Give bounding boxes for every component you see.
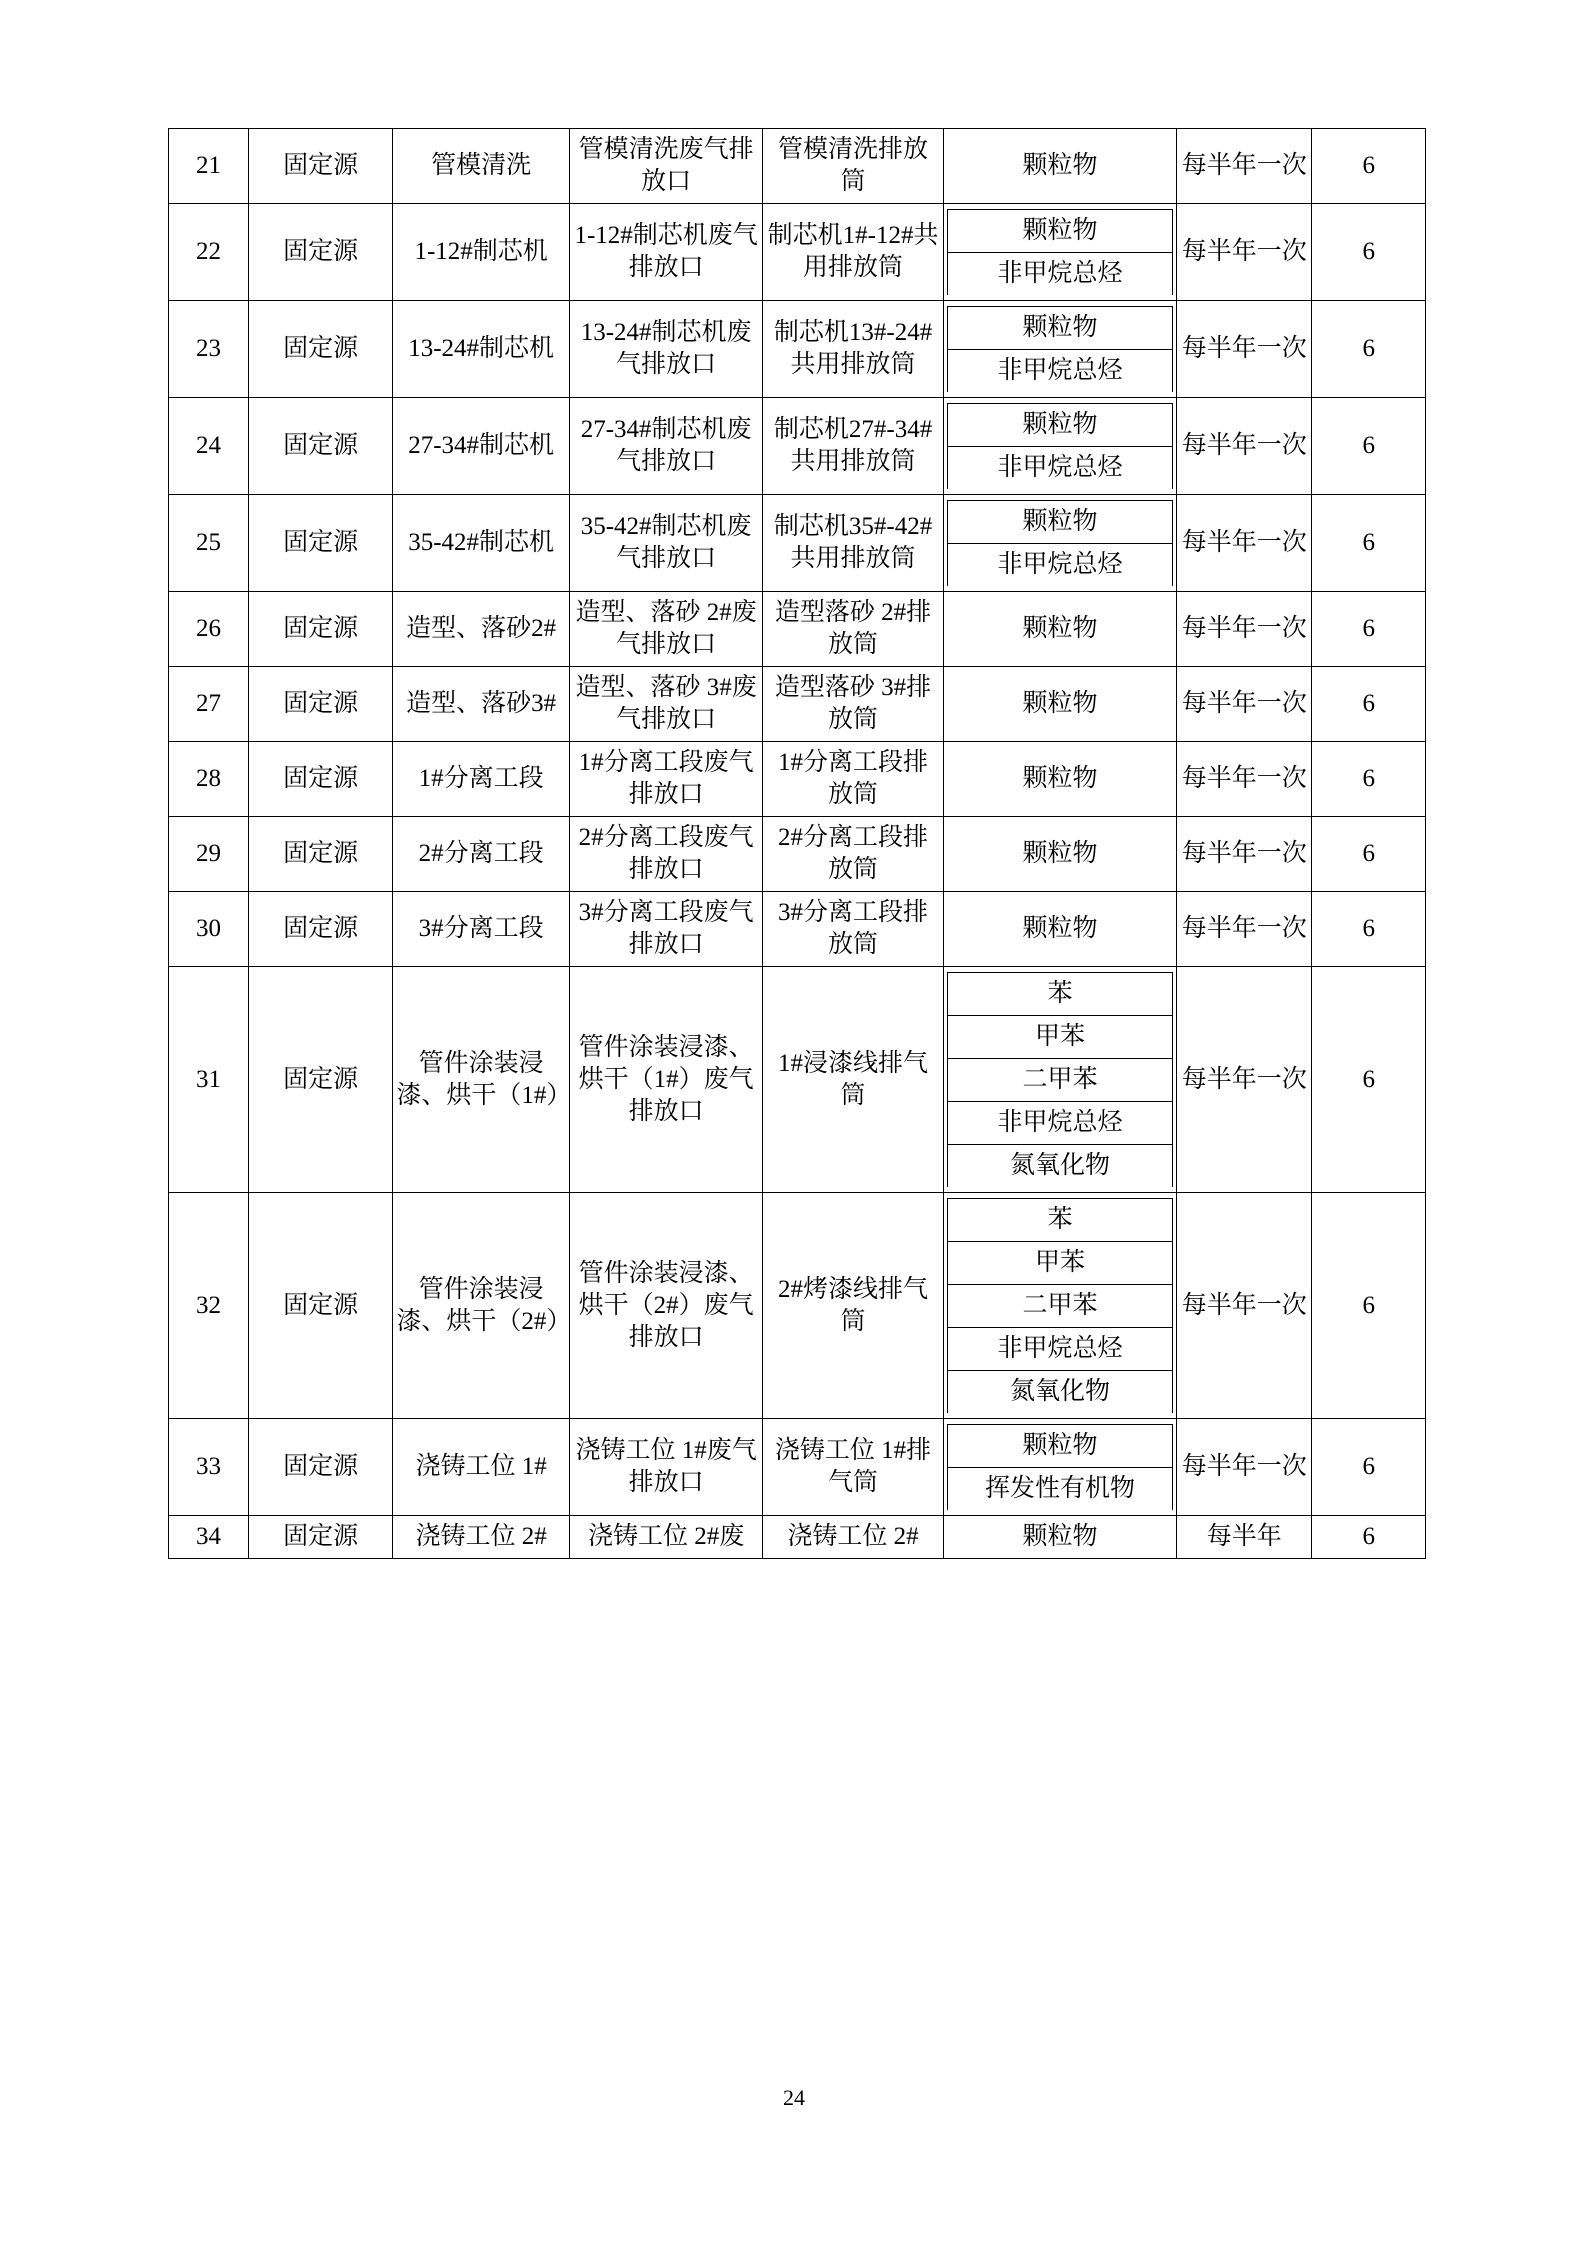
cell-stack: 制芯机13#-24#共用排放筒 (763, 301, 943, 398)
table-row (169, 892, 1426, 967)
cell-source: 13-24#制芯机 (393, 301, 570, 398)
cell-frequency: 每半年一次 (1177, 495, 1312, 592)
cell-no: 28 (169, 742, 249, 817)
cell-type: 固定源 (248, 742, 392, 817)
cell-pollutant: 颗粒物 (943, 129, 1176, 204)
cell-port: 管件涂装浸漆、烘干（1#）废气排放口 (569, 967, 762, 1193)
table-body (169, 129, 1426, 1559)
pollutant-item: 苯 (947, 1199, 1172, 1242)
cell-no: 24 (169, 398, 249, 495)
table-row (169, 817, 1426, 892)
pollutant-list (947, 1424, 1173, 1510)
cell-source: 浇铸工位 2# (393, 1516, 570, 1559)
cell-pollutant-group (943, 301, 1176, 398)
pollutant-item: 氮氧化物 (947, 1145, 1172, 1188)
cell-frequency: 每半年一次 (1177, 204, 1312, 301)
pollutant-item: 挥发性有机物 (947, 1468, 1172, 1511)
cell-source: 3#分离工段 (393, 892, 570, 967)
table-row (169, 592, 1426, 667)
cell-frequency: 每半年一次 (1177, 301, 1312, 398)
cell-no: 25 (169, 495, 249, 592)
pollutant-item: 非甲烷总烃 (947, 1102, 1172, 1145)
cell-source: 27-34#制芯机 (393, 398, 570, 495)
cell-count: 6 (1312, 129, 1426, 204)
cell-stack: 造型落砂 2#排放筒 (763, 592, 943, 667)
cell-frequency: 每半年一次 (1177, 129, 1312, 204)
cell-type: 固定源 (248, 1516, 392, 1559)
cell-source: 管件涂装浸漆、烘干（1#） (393, 967, 570, 1193)
table-row (169, 1516, 1426, 1559)
cell-frequency: 每半年一次 (1177, 667, 1312, 742)
pollutant-list (947, 972, 1173, 1187)
cell-port: 造型、落砂 3#废气排放口 (569, 667, 762, 742)
cell-type: 固定源 (248, 892, 392, 967)
cell-stack: 3#分离工段排放筒 (763, 892, 943, 967)
cell-count: 6 (1312, 495, 1426, 592)
cell-frequency: 每半年一次 (1177, 742, 1312, 817)
cell-pollutant: 颗粒物 (943, 592, 1176, 667)
cell-type: 固定源 (248, 1193, 392, 1419)
cell-port: 管件涂装浸漆、烘干（2#）废气排放口 (569, 1193, 762, 1419)
pollutant-list (947, 1198, 1173, 1413)
cell-source: 造型、落砂3# (393, 667, 570, 742)
cell-port: 27-34#制芯机废气排放口 (569, 398, 762, 495)
pollutant-item: 颗粒物 (947, 210, 1172, 253)
cell-count: 6 (1312, 592, 1426, 667)
cell-type: 固定源 (248, 967, 392, 1193)
page-number: 24 (783, 2085, 805, 2110)
cell-pollutant-group (943, 204, 1176, 301)
pollutant-item: 甲苯 (947, 1016, 1172, 1059)
table-row (169, 667, 1426, 742)
cell-stack: 2#分离工段排放筒 (763, 817, 943, 892)
cell-count: 6 (1312, 892, 1426, 967)
cell-port: 3#分离工段废气排放口 (569, 892, 762, 967)
table-row (169, 967, 1426, 1193)
cell-source: 管件涂装浸漆、烘干（2#） (393, 1193, 570, 1419)
cell-count: 6 (1312, 204, 1426, 301)
monitoring-plan-table (168, 128, 1426, 1559)
cell-type: 固定源 (248, 204, 392, 301)
cell-pollutant-group (943, 1193, 1176, 1419)
cell-no: 26 (169, 592, 249, 667)
cell-stack: 浇铸工位 2# (763, 1516, 943, 1559)
pollutant-item: 非甲烷总烃 (947, 253, 1172, 296)
cell-count: 6 (1312, 1193, 1426, 1419)
pollutant-item: 颗粒物 (947, 501, 1172, 544)
cell-no: 33 (169, 1419, 249, 1516)
cell-type: 固定源 (248, 667, 392, 742)
cell-count: 6 (1312, 1516, 1426, 1559)
cell-no: 32 (169, 1193, 249, 1419)
monitoring-plan-table-wrapper (168, 128, 1426, 1559)
table-row (169, 204, 1426, 301)
pollutant-item: 颗粒物 (947, 1425, 1172, 1468)
cell-port: 浇铸工位 1#废气排放口 (569, 1419, 762, 1516)
cell-pollutant: 颗粒物 (943, 742, 1176, 817)
pollutant-list (947, 403, 1173, 489)
pollutant-item: 苯 (947, 973, 1172, 1016)
cell-no: 31 (169, 967, 249, 1193)
cell-count: 6 (1312, 667, 1426, 742)
cell-count: 6 (1312, 1419, 1426, 1516)
cell-type: 固定源 (248, 592, 392, 667)
cell-pollutant: 颗粒物 (943, 892, 1176, 967)
cell-type: 固定源 (248, 301, 392, 398)
cell-port: 13-24#制芯机废气排放口 (569, 301, 762, 398)
cell-port: 1-12#制芯机废气排放口 (569, 204, 762, 301)
pollutant-item: 颗粒物 (947, 307, 1172, 350)
cell-stack: 制芯机35#-42#共用排放筒 (763, 495, 943, 592)
cell-type: 固定源 (248, 1419, 392, 1516)
cell-source: 浇铸工位 1# (393, 1419, 570, 1516)
cell-no: 27 (169, 667, 249, 742)
pollutant-item: 非甲烷总烃 (947, 350, 1172, 393)
cell-no: 23 (169, 301, 249, 398)
cell-stack: 造型落砂 3#排放筒 (763, 667, 943, 742)
cell-frequency: 每半年一次 (1177, 398, 1312, 495)
cell-source: 1-12#制芯机 (393, 204, 570, 301)
pollutant-list (947, 306, 1173, 392)
cell-no: 34 (169, 1516, 249, 1559)
cell-type: 固定源 (248, 129, 392, 204)
pollutant-item: 非甲烷总烃 (947, 1328, 1172, 1371)
cell-pollutant-group (943, 967, 1176, 1193)
cell-stack: 制芯机1#-12#共用排放筒 (763, 204, 943, 301)
pollutant-item: 二甲苯 (947, 1285, 1172, 1328)
cell-frequency: 每半年一次 (1177, 1193, 1312, 1419)
cell-no: 30 (169, 892, 249, 967)
cell-port: 1#分离工段废气排放口 (569, 742, 762, 817)
cell-pollutant: 颗粒物 (943, 667, 1176, 742)
cell-stack: 1#分离工段排放筒 (763, 742, 943, 817)
cell-stack: 浇铸工位 1#排气筒 (763, 1419, 943, 1516)
cell-count: 6 (1312, 301, 1426, 398)
cell-count: 6 (1312, 967, 1426, 1193)
cell-no: 21 (169, 129, 249, 204)
cell-stack: 1#浸漆线排气筒 (763, 967, 943, 1193)
cell-pollutant: 颗粒物 (943, 817, 1176, 892)
cell-stack: 管模清洗排放筒 (763, 129, 943, 204)
cell-source: 管模清洗 (393, 129, 570, 204)
cell-stack: 2#烤漆线排气筒 (763, 1193, 943, 1419)
cell-type: 固定源 (248, 398, 392, 495)
cell-count: 6 (1312, 742, 1426, 817)
cell-port: 2#分离工段废气排放口 (569, 817, 762, 892)
cell-port: 管模清洗废气排放口 (569, 129, 762, 204)
cell-port: 浇铸工位 2#废 (569, 1516, 762, 1559)
cell-pollutant-group (943, 1419, 1176, 1516)
table-row (169, 1193, 1426, 1419)
cell-pollutant: 颗粒物 (943, 1516, 1176, 1559)
pollutant-list (947, 500, 1173, 586)
table-row (169, 129, 1426, 204)
cell-no: 22 (169, 204, 249, 301)
table-row (169, 301, 1426, 398)
table-row (169, 495, 1426, 592)
pollutant-item: 二甲苯 (947, 1059, 1172, 1102)
cell-port: 造型、落砂 2#废气排放口 (569, 592, 762, 667)
cell-type: 固定源 (248, 495, 392, 592)
pollutant-item: 非甲烷总烃 (947, 447, 1172, 490)
table-row (169, 742, 1426, 817)
cell-pollutant-group (943, 398, 1176, 495)
cell-stack: 制芯机27#-34#共用排放筒 (763, 398, 943, 495)
pollutant-item: 氮氧化物 (947, 1371, 1172, 1414)
pollutant-list (947, 209, 1173, 295)
table-row (169, 1419, 1426, 1516)
pollutant-item: 甲苯 (947, 1242, 1172, 1285)
cell-frequency: 每半年一次 (1177, 967, 1312, 1193)
cell-frequency: 每半年一次 (1177, 892, 1312, 967)
cell-pollutant-group (943, 495, 1176, 592)
cell-count: 6 (1312, 398, 1426, 495)
table-row (169, 398, 1426, 495)
cell-frequency: 每半年 (1177, 1516, 1312, 1559)
cell-frequency: 每半年一次 (1177, 817, 1312, 892)
cell-frequency: 每半年一次 (1177, 1419, 1312, 1516)
pollutant-item: 颗粒物 (947, 404, 1172, 447)
cell-source: 造型、落砂2# (393, 592, 570, 667)
cell-source: 1#分离工段 (393, 742, 570, 817)
pollutant-item: 非甲烷总烃 (947, 544, 1172, 587)
cell-no: 29 (169, 817, 249, 892)
cell-count: 6 (1312, 817, 1426, 892)
cell-frequency: 每半年一次 (1177, 592, 1312, 667)
cell-source: 2#分离工段 (393, 817, 570, 892)
cell-type: 固定源 (248, 817, 392, 892)
cell-source: 35-42#制芯机 (393, 495, 570, 592)
cell-port: 35-42#制芯机废气排放口 (569, 495, 762, 592)
